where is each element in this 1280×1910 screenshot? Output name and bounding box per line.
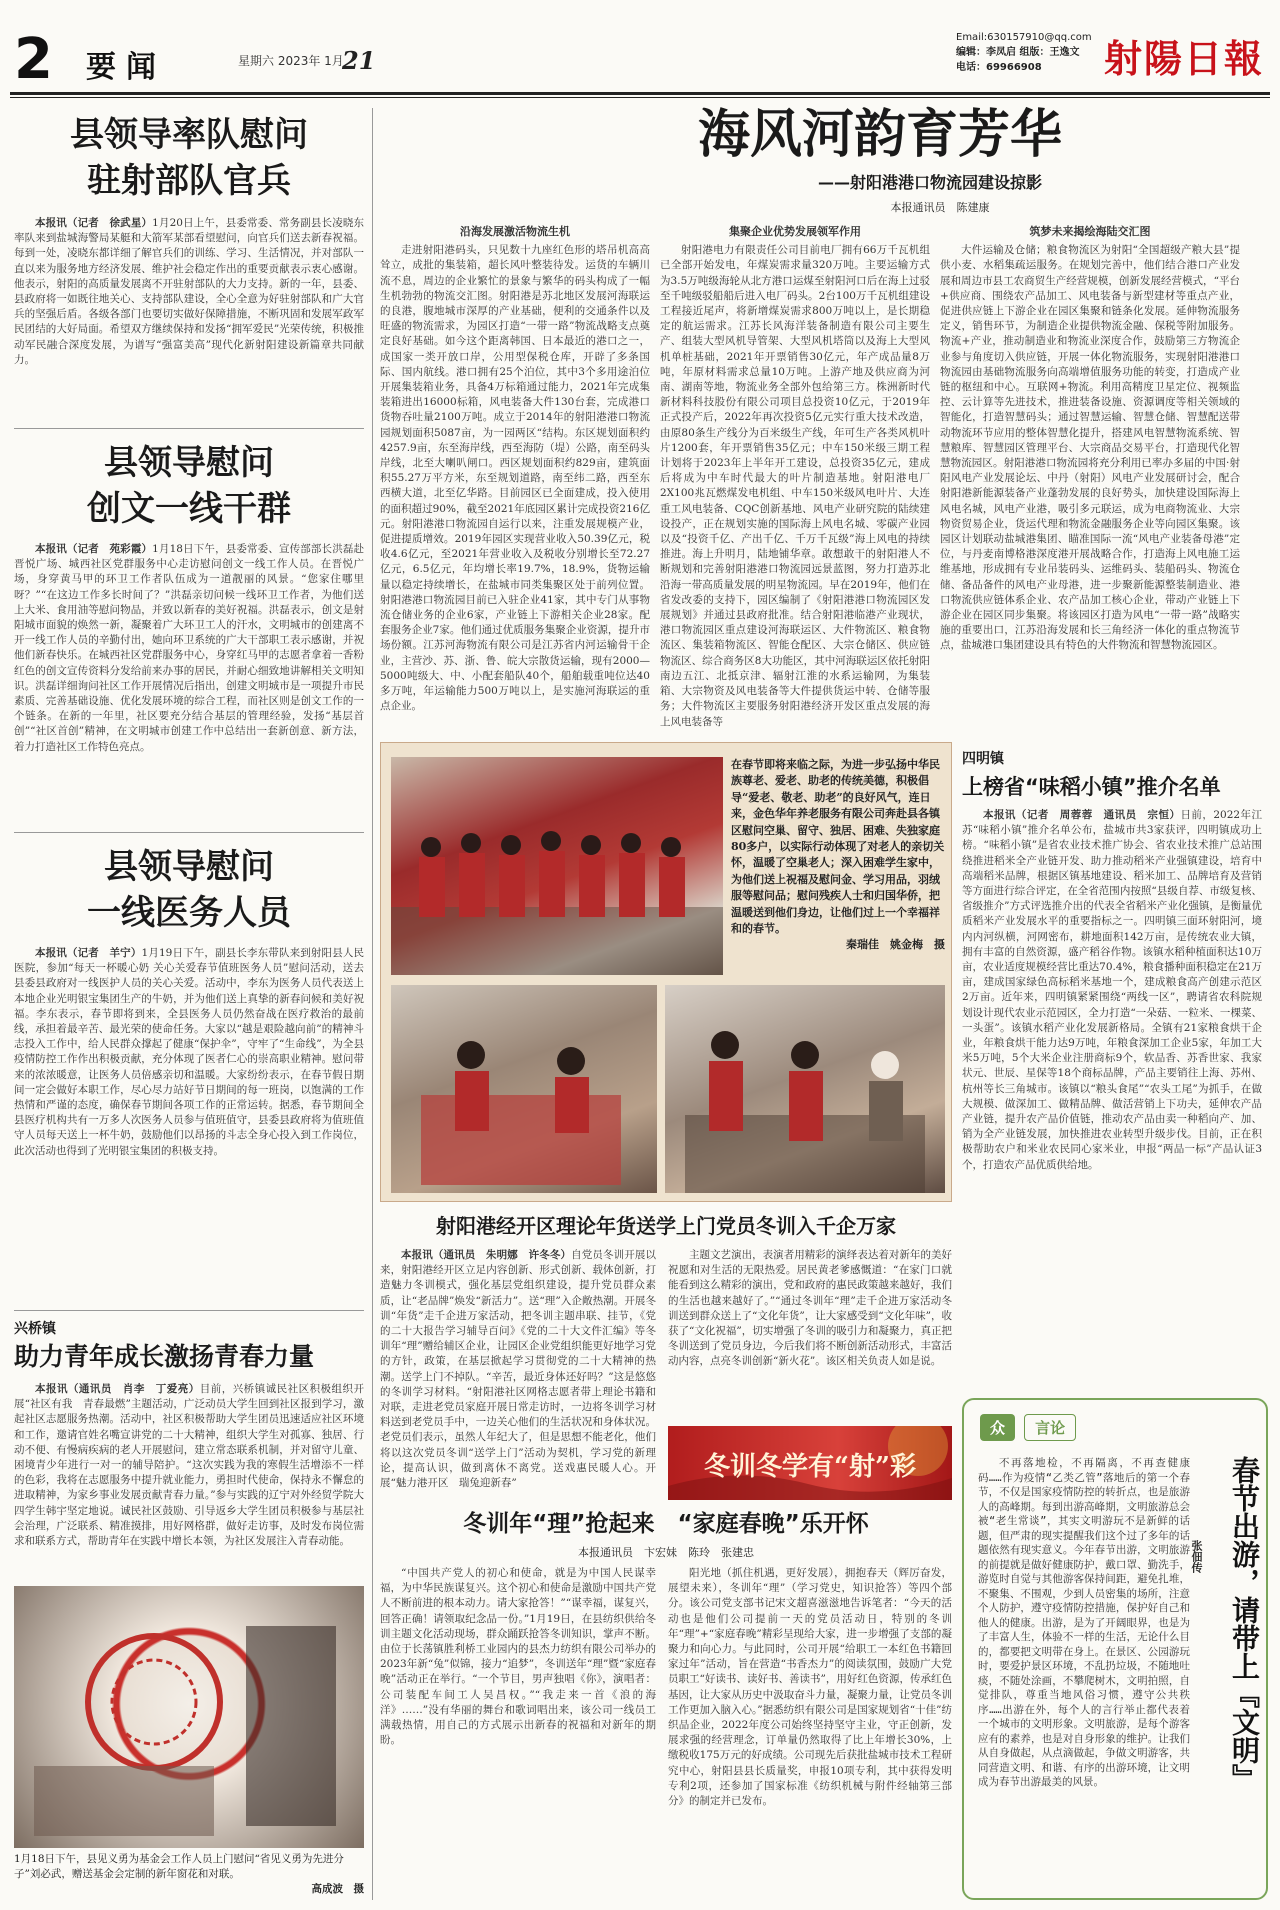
headline-line-2: 创文一线干群 [87,489,291,529]
feature-headline: 海风河韵育芳华 [697,104,1062,165]
body-text: 不再落地检，不再隔离，不再查健康码……作为疫情“乙类乙管”落地后的第一个春节，不仅是国家疫情防控的转折点，也是旅游人的高峰期。每到出游高峰期，文明旅游总会被“老生常谈”，其实文明游玩不是新鲜的话题，但严肃的现实提醒我们这个过了多年的话题依然有现实意义。今年春节出游，文明旅游的前提就是做好健康防护，戴口罩、勤洗手，游览时自觉与其他游客保持间距，避免扎堆，不聚集、不围观，少到人员密集的场所，注意个人防护，遵守疫情防控措施，保护好自己和他人的健康。出游，是为了开阔眼界，也是为了丰富人生，体验不一样的生活，无论什么目的，都要把文明带在身上。在景区、公园游玩时，要爱护景区环境，不乱扔垃圾，不随地吐痰，不随处涂画，不攀爬树木，文明拍照，自觉排队，尊重当地风俗习惯，遵守公共秩序……出游在外，每个人的言行举止都代表着一个城市的文明形象。文明旅游，是每个游客应有的素养，也是对自身形象的维护。让我们从自身做起，从点滴做起，争做文明游客，共同营造文明、和谐、有序的出游环境，让文明成为春节出游最美的风景。 [978,1457,1190,1788]
article-troops-visit [14,112,364,406]
article-youth-growth [14,1318,364,1588]
kicker: 兴桥镇 [14,1321,56,1337]
masthead-meta [956,30,1092,75]
photo-image [391,757,723,975]
subhead-1: 沿海发展激活物流生机 [460,225,570,238]
body-text: 目前，兴桥镇诚民社区积极组织开展“社区有我 青春最燃”主题活动，广泛动员大学生回到社区报到学习，激起社区志愿服务热潮。活动中，社区积极帮助大学生团员迅速适应社区环境和工作，邀请官姓名嘴宣讲党的二十大精神，组织大学生对孤寡、独居、行动不便、有慢病疾病的老人开展慰问，建立常态联系机制，并对留守儿童、困境青少年进行一对一的辅导陪护。“这次实践为我的寒假生活增添不一样的色彩，我将在志愿服务中提升就业能力，勇担时代使命，保持永不懈怠的进取精神，为家乡事业发展贡献青春力量。”参与实践的辽宁对外经贸学院大四学生韩宇坚定地说。诚民社区鼓励、引导返乡大学生团员积极参与基层社会治理，广泛联系、精准摸排，用好网格群，做好走访事，及时发布岗位需求和联系方式，帮助青年在实践中增长本领，为社区发展注入青春动能。 [14,1383,364,1548]
photo-visit-elder [665,985,945,1193]
body-text: 自党员冬训开展以来，射阳港经开区立足内容创新、形式创新、载体创新，打造魅力冬训模式，强化基层党组织建设，提升党员群众素质，让“老品牌”焕发“新活力”。送“理”入企敞热潮。开展冬训“年货”走千企进万家活动，把冬训主题串联、挂节，《党的二十大报告学习辅导百问》《党的二十大文件汇编》等冬训年“理”赠给辅区企业，让园区企业党组织能更好地学习党的方针，政策，在基层掀起学习贯彻党的二十大精神的热潮。送学上门不掉队。“辛苦，最近身体还好吗？”这是悠悠的冬训学习材料。“射阳港社区网格志愿者带上理论书籍和对联，走进老党员家庭开展日常走访时，一边将冬训学习材料送到老党员手中，一边关心他们的生活状况和身体状况。老党员们表示，虽然人年纪大了，但是思想不能老化，他们将以这次党员冬训“送学上门”活动为契机，学习党的新理论，提高认识，做到离休不离党。送戏惠民暖人心。开展“魅力港开区 瑞兔迎新春” [380,1249,656,1490]
article-party-winter-training [380,1212,952,1240]
headline: 上榜省“味稻小镇”推介名单 [962,775,1221,799]
byline: 本报讯（通讯员 朱明娜 许冬冬） [401,1249,572,1261]
feature-col-3 [940,220,1240,738]
caption-text: 在春节即将来临之际，为进一步弘扬中华民族尊老、爱老、助老的传统美德，积极倡导“爱老、敬老、助老”的良好风气，连日来，金色华年养老服务有限公司奔赴县各镇区慰问空巢、留守、独居、困难、失独家庭80多户，以实际行动体现了对老人的亲切关怀，温暖了空巢老人；深入困难学生家中，为他们送上祝福及慰问金、学习用品，羽绒服等慰问品；慰问残疾人士和归国华侨，把温暖送到他们身边，让他们过上一个幸福祥和的春节。 [731,758,945,936]
body-text: 日前，2022年江苏“味稻小镇”推介名单公布，盐城市共3家获评，四明镇成功上榜。“味稻小镇”是省农业技术推广协会、省农业技术推广总站围绕推进稻米全产业链开发、助力推动稻米产业强镇建设，培育中高端稻米品牌，根据区镇基地建设、稻米加工、品牌培育及营销等方面进行综合评定，在全省范围内按照“县级自荐、市级复核、省级推介”方式评选推介出的代表全省稻米产业化强镇，是衡量优质稻米产业发展水平的重要指标之一。四明镇三面环射阳河，境内内河纵横，河网密布，耕地面积142万亩，是传统农业大镇，拥有丰富的自然资源，盛产稻谷作物。该镇水稻种植面积达10万亩，农业适度规模经营比重达70.4%，粮食播种面积稳定在21万亩，建成国家绿色高标稻米基地一个，建成粮食高产创建示范区2万亩。近年来，四明镇紧紧围绕“两线一区”，聘请省农科院规划设计现代农业示范园区，全力打造“一朵菇、一粒米、一棵菜、一头蛋”。该镇水稻产业化发展新格局。全镇有21家粮食烘干企业，年粮食烘干能力达9万吨，年粮食深加工企业5家，年加工大米5万吨，5个大米企业注册商标9个，软品香、苏香世家、我家状元、世辰、星保等18个商标品牌，产品主要销往上海、苏州、杭州等长三角城市。该镇以“粮头食尾”“农头工尾”为抓手，在做大规模、做深加工、做精品牌、做活营销上下功夫，延伸农产品产业链，提升农产品价值链，推动农产品由卖一种稻向产、加、销为全产业链发展，加快推进农业转型升级步伐。目前，正在积极帮助农户和米业农民同心家米业，申报“两品一标”产品认证3个，打造农产品优质供给地。 [962,809,1262,1171]
banner-text: 冬训冬学有“射”彩 [704,1452,916,1482]
body-text: 1月18日下午，县委常委、宣传部部长洪磊赴晋悦广场、城西社区党群服务中心走访慰问创文一线工作人员。在晋悦广场，身穿黄马甲的环卫工作者队伍成为一道靓丽的风景。“您家住哪里呀？”“在这边工作多长时间了？”洪磊亲切问候一线环卫工作者，为他们送上大米、食用油等慰问物品，并致以新春的美好祝福。洪磊表示，创文是射阳城市面貌的焕然一新，凝聚着广大环卫工人的汗水，文明城市的创建离不开一线工作人员的辛勤付出，她向环卫系统的广大干部职工表示感谢，并祝他们新春快乐。在城西社区党群服务中心，身穿红马甲的志愿者拿着一香粉红色的创文宣传资料分发给前来办事的居民，并耐心细致地讲解相关文明知识。洪磊详细询问社区工作开展情况后指出，创建文明城市是一项提升市民素质、完善基础设施、优化发展环境的综合工程，而社区则是创文工作的一个链条。在新的一年里，社区要充分结合基层的管理经验，发扬“基层首创”“社区首创”精神，在文明城市创建工作中总结出一套新创意、新方法，着力打造社区工作特色亮点。 [14,543,364,753]
photo-credit: 秦瑞佳 姚金梅 摄 [846,938,945,952]
essay-body [978,1456,1190,1894]
essay-box [962,1398,1268,1900]
essay-tag-left: 众 [980,1414,1015,1441]
a7-col-2 [668,1248,952,1418]
article-body [14,216,364,406]
feature-col-2 [660,220,930,738]
byline: 本报通讯员 陈建康 [890,201,990,214]
body-text: 1月20日上午，县委常委、常务副县长凌晓东率队来到盐城海警局某艇和大箭军某部看望慰问，向官兵们送去新春祝福。每到一处，凌晓东都详细了解官兵们的训练、学习、生活情况，并对部队一直以来为服务地方经济发展、维护社会稳定作出的重要贡献表示衷心感谢。他表示，射阳的高质量发展离不开驻射部队的大力支持。新的一年，县委、县政府将一如既往地关心、支持部队建设，全心全意为好驻射部队和广大官兵的坚强后盾。各级各部门也要切实做好保障措施，不断巩固和发展军政军民团结的大好局面。希望双方继续保持和发扬“拥军爱民”光荣传统，积极推动军民融合深度发展，为谱写“强富美高”现代化新射阳建设新篇章共同献力。 [14,217,364,366]
byline: 本报讯（记者 苑彩霞） [35,543,153,555]
feature-subtitle: ——射阳港港口物流园建设掠影 [817,173,1042,192]
subhead-3: 筑梦未来揭绘海陆交汇图 [1029,225,1151,238]
article-rice-town [962,748,1262,1444]
divider [14,1310,364,1311]
divider [14,428,364,429]
headline [14,112,364,204]
body-text: 射阳港电力有限责任公司目前电厂拥有66万千瓦机组已全部开始发电，年煤炭需求量320万吨。主要运输方式为3.5万吨级海轮从北方港口运煤至射阳河口后在海上过驳至千吨级驳船船后进入电厂码头。2台100万千瓦机组建设工程接近尾声，将新增煤炭需求800万吨以上，是长期稳定的航运需求。江苏长风海洋装备制造有限公司主要生产、组装大型风机导管架、大型风机塔筒以及海上大型风机单桩基础，2021年开票销售30亿元，年产成品量8万吨，年原材料需求总量10万吨。上游产地及供应商为河南、湖南等地，物流业务全部外包给第三方。株洲新时代新材料科技股份有限公司项目总投资10亿元，于2019年正式投产后，2022年再次投资5亿元实行重大技术改造，由原80条生产线分为百米级生产线，年可生产各类风机叶片1200套，年开票销售35亿元；中车150米级三期工程计划将于2023年上半年开工建设，总投资35亿元，建成后将成为中车时代最大的叶片制造基地。射阳港电厂2X100兆瓦燃煤发电机组、中车150米级风电叶片、大连重工风电装备、CQC创新基地、风电产业研究院的陆续建设投产，正在规划实施的国际海上风电名城、零碳产业园以及“投资千亿、产出千亿、千万千瓦级”海上风电的持续推进。海上升明月，陆地铺华章。敢想敢干的射阳港人不断规划和完善射阳港港口物流园远景蓝图，努力打造苏北沿海一带高质量发展的明星物流园。早在2019年，他们在省发改委的支持下，园区编制了《射阳港港口物流园区发展规划》并通过县政府批准。结合射阳港临港产业现状，港口物流园区重点建设河海联运区、大件物流区、粮食物流区、集装箱物流区、智能仓配区、大宗仓储区、供应链物流区、综合商务区8大功能区，其中河海联运区依托射阳南边五江、北抵京津、辐射江淮的水系运输网，为集装箱、大宗物资及风电装备等大件提供货运中转、仓储等服务；大件物流区主要服务射阳港经济开发区重点发展的海上风电装备等 [660,244,930,728]
essay-title [1202,1456,1260,1896]
editors: 编辑：李凤启 组版：王逸文 [956,47,1080,58]
article-body [962,808,1262,1444]
byline: 本报讯（记者 羊宁） [35,947,142,959]
feature-port-logistics [380,104,1260,215]
essay-title-line-1: 春节出游，请带上 [1228,1456,1261,1680]
photo-caption [731,757,945,975]
section-title: 要闻 [86,50,166,85]
photo-visit-home [391,985,657,1193]
header-rule [10,92,1270,95]
feature-col-1 [380,220,650,738]
headline: 射阳港经开区理论年货送学上门党员冬训入千企万家 [436,1214,896,1238]
headline-line-1: 县领导慰问 [104,847,274,887]
headline-line-1: 县领导率队慰问 [70,115,308,155]
photo-caption [14,1852,364,1897]
essay-author: 张佃传 [1190,1540,1203,1573]
header-rule-thin [10,97,1270,98]
essay-tag-right: 言论 [1024,1414,1076,1441]
photo-image [391,985,657,1193]
body-text: 1月19日下午，副县长李东带队来到射阳县人民医院，参加“每天一杯暖心奶 关心关爱春节值班医务人员”慰问活动，送去县委县政府对一线医护人员的关心关爱。活动中，李东为医务人员代表送上本地企业光明银宝集团生产的牛奶，并为他们送上真挚的新春问候和美好祝福。李东表示，春节即将到来，全县医务人员仍然奋战在医疗救治的最前线，承担着最辛苦、最光荣的使命任务。大家以“越是艰险越向前”的精神斗志投入工作中，给人民群众撑起了健康“保护伞”，守牢了“生命线”，为全县疫情防控工作作出积极贡献，充分体现了医者仁心的崇高职业精神。慰问带来的浓浓暖意，让医务人员倍感亲切和温暖。大家纷纷表示，在春节假日期间一定会做好本职工作，尽心尽力站好节日期间的每一班岗，以饱满的工作热情和严谨的态度，确保春节期间各项工作的正常运转。据悉，春节期间全县医疗机构共有一万多人次医务人员参与值班值守，县委县政府将为值班值守人员每天送上一杯牛奶，鼓励他们以昂扬的斗志全身心投入到工作岗位，此次活动也得到了光明银宝集团的积极支持。 [14,947,364,1157]
photo-window-paper-cut [14,1586,364,1848]
headline-line-1: 县领导慰问 [104,443,274,483]
headline [14,440,364,532]
headline-line-2: 驻射部队官兵 [87,161,291,201]
subhead-2: 集聚企业优势发展领军作用 [729,225,861,238]
column-divider [372,108,373,1900]
byline: 本报讯（记者 周蓉蓉 通讯员 宗恒） [983,809,1181,821]
body-text: 走进射阳港码头，只见数十九座红色形的塔吊机高高耸立，成批的集装箱，超长风叶整装待发。运货的车辆川流不息，周边的企业繁忙的景象与繁华的码头构成了一幅生机勃勃的物流交汇图。射阳港是苏北地区发展河海联运的良港，腹地城市深厚的产业基础，便利的交通条件以及旺盛的物流需求，为园区打造“一带一路”物流战略支点奠定良好基础。如今这个距离韩国、日本最近的港口之一，成国家一类开放口岸，公用型保税仓库，开辟了多条国际、国内航线。港口拥有25个泊位，其中3个多用途泊位开展集装箱业务，具备4万标箱通过能力，2021年完成集装箱进出16000标箱，风电装备大件130台套，完成港口货物吞吐量2100万吨。成立于2014年的射阳港港口物流园规划面积5087亩，为一园两区“结构。东区规划面积约4257.9亩，东至海岸线，西至海防（堤）公路，南至码头岸线，北至大喇叭闸口。西区规划面积约829亩，建筑面积55.27万平方米，东至规划道路，南至纬二路，西至东西横大道，北至亿华路。目前园区已全面建成，投入使用的面积超过90%，截至2021年底园区累计完成投资216亿元。射阳港港口物流园自运行以来，注重发展规模产业，促进提质增效。2019年园区实现营业收入50.39亿元，税收4.6亿元，至2021年营业收入及税收分别增长至72.27亿元，6.5亿元，年均增长率19.7%，18.9%，货物运输量以稳定持续增长，在盐城市同类集聚区处于前列位置。射阳港港口物流园目前已入驻企业41家，其中专门从事物流仓储业务的企业6家，产业链上下游相关企业28家。配套服务企业7家。他们通过优质服务集聚企业资源，提升市场份额。江苏河海物流有限公司是江苏省内河运输骨干企业，主营沙、苏、浙、鲁、皖大宗散货运输，现有2000—5000吨级大、中、小配套船队40个，船舶载重吨位达40多万吨，年运输能力500万吨以上，是实施河海联运的重点企业。 [380,244,650,713]
body-text: 阳光地（抓住机遇，更好发展），拥抱春天（辉厉奋发，展望未来），冬训年“理”（学习党史，知识抢答）等四个部分。该公司党支部书记宋文超喜滋滋地告诉笔者：“今天的活动也是他们公司提前一天的党员活动日，特别的冬训年“理”+“家庭春晚”精彩呈现给大家，进一步增强了支部的凝聚力和向心力。与此同时，公司开展“给职工一本红色书籍回家过年”活动，旨在营造“书香杰力”的阅读氛围，鼓励广大党员职工“好读书、读好书、善读书”，用好红色资源，传承红色基因，让大家从历史中汲取奋斗力量，凝聚力量，让党员冬训工作更加入脑入心。”据悉纺织有限公司是国家规划省“十佳”纺织品企业，2022年度公司始终坚持坚守主业，守正创新，发展求强的经营理念，订单量仍然取得了比上年增长30%，上缴税收175万元的好成绩。公司现先后获批盐城市技术工程研究中心，射阳县县长质量奖，申报10项专利，其中获得发明专利2项，还参加了国家标准《纺织机械与附件经轴第三部分》的制定并已发布。 [668,1567,952,1808]
article-family-gala [380,1508,952,1560]
a8-col-1 [380,1566,656,1900]
essay-tag [980,1414,1100,1444]
photo-credit: 高成波 摄 [311,1883,364,1895]
body-text: 大件运输及仓储；粮食物流区为射阳“全国超级产粮大县”提供小麦、水稻集疏运服务。在规划完善中，他们结合港口产业发展和周边市县工农商贸生产经营规模，创新发展经营模式，“平台+供应商、围绕农产品加工、风电装备与新型建材等重点产业，促进供应链上下游企业在园区集聚和链条化发展。延伸物流服务定义，销售环节，为制造企业提供物流金融、保税等附加服务。物流+产业，推动制造业和物流业深度合作，鼓励第三方物流企业参与角度切入供应链，开展一体化物流服务，实现射阳港港口物流园由基础物流服务向高端增值服务功能的转变，打造成产业链的枢纽和中心。互联网+物流。利用高精度卫星定位、视频监控、云计算等先进技术，推进装备设施、资源调度等相关领域的智能化，打造智慧码头；通过智慧运输、智慧仓储、智慧配送带动物流环节应用的整体智慧化提升，搭建风电智慧物流系统、智慧粮库、智慧园区管理平台、大宗商品交易平台，打造现代化智慧物流园区。射阳港港口物流园将充分利用已率办多届的中国·射阳风电产业发展论坛、中丹（射阳）风电产业发展研讨会，配合射阳港新能源装备产业蓬勃发展的良好势头，加快建设国际海上风电名城，风电产业港，吸引多元联运，成为电商物流业、大宗物资贸易企业，货运代理和物流金融服务企业等向园区集聚。该园区计划联动盐城港集团、瞄准国际一流“风电产业装备母港”定位，与丹麦南博格港深度港开展战略合作，打造海上风电施工运维基地，形成拥有专业吊装码头、运维码头、装船码头、物流仓储、备品备件的风电产业母港，进一步聚新能源整装制造业、港口物流供应链体系企业、农产品加工核心企业，带动产业链上下游企业在园区同步集聚。将该园区打造为风电“一带一路”战略实施的重要出口，江苏沿海发展和长三角经济一体化的重点物流节点，盐城港口集团建设具有特色的大件物流和智慧物流园区。 [940,244,1240,652]
headline [14,844,364,936]
issue-date: 星期六 2023年 1月 [238,54,344,68]
essay-title-line-2: 『文明』 [1228,1680,1261,1792]
body-text: “中国共产党人的初心和使命，就是为中国人民谋幸福，为中华民族谋复兴。这个初心和使命是激励中国共产党人不断前进的根本动力。请大家抢答！”“谋幸福，谋复兴，回答正确！请领取纪念品一份。”1月19日，在县纺织供给冬训主题文化活动现场，群众踊跃抢答冬训知识，掌声不断。由位于长荡镇胜利桥工业园内的县杰力纺织有限公司举办的2023年新“兔”似锦，接力“追梦”，冬训送年“理”暨“家庭春晚”活动正在举行。“一个节目，男声独唱《你》，演唱者：公司装配车间工人吴昌权。”“我走来一首《浪的海洋》……”没有华丽的舞台和歌词唱出来，该公司一线员工满载热情，用自己的方式展示出新春的祝福和对新年的期盼。 [380,1567,656,1747]
article-civilization-visit [14,440,364,820]
article-body [14,1382,364,1588]
body-text: 主题文艺演出，表演者用精彩的演绎表达着对新年的美好祝愿和对生活的无限热爱。居民黄老爹感慨道：“在家门口就能看到这么精彩的演出，党和政府的惠民政策越来越好，我们的生活也越来越好了。”“通过冬训年“理”走千企进万家活动冬训送到群众送上了“文化年货”，让大家感受到“文化年味”，收获了“文化祝福”，切实增强了冬训的吸引力和凝聚力，真正把冬训送到了党员身边，今后我们将不断创新活动形式，丰富活动内容，点亮冬训创新“新火花”。该区相关负责人如是说。 [668,1249,952,1368]
banner-winter-study [668,1426,952,1500]
byline: 本报讯（通讯员 肖李 丁爱亮） [35,1383,200,1395]
photo-image [665,985,945,1193]
email: Email:630157910@qq.com [956,32,1092,43]
newspaper-masthead: 射陽日報 [1104,36,1265,81]
kicker: 四明镇 [962,751,1004,767]
caption-text: 1月18日下午，县见义勇为基金会工作人员上门慰问“省见义勇为先进分子”刘必武，赠送基金会定制的新年窗花和对联。 [14,1853,344,1880]
photo-feature-block [380,742,952,1202]
byline: 本报讯（记者 徐武星） [35,217,153,229]
paper-cut-icon [14,1586,364,1848]
page-number: 2 [14,27,53,92]
article-body [14,542,364,820]
phone: 电话：69966908 [956,62,1042,73]
photo-group-seniors [391,757,723,975]
headline: 助力青年成长激扬青春力量 [14,1342,315,1371]
divider [14,832,364,833]
issue-day: 21 [342,46,376,75]
headline-line-2: 一线医务人员 [87,893,291,933]
article-body [14,946,364,1360]
article-medical-visit [14,844,364,1360]
headline: 冬训年“理”抢起来 “家庭春晚”乐开怀 [463,1511,869,1537]
a8-col-2 [668,1566,952,1900]
byline: 本报通讯员 卞宏妹 陈玲 张建忠 [578,1546,754,1559]
